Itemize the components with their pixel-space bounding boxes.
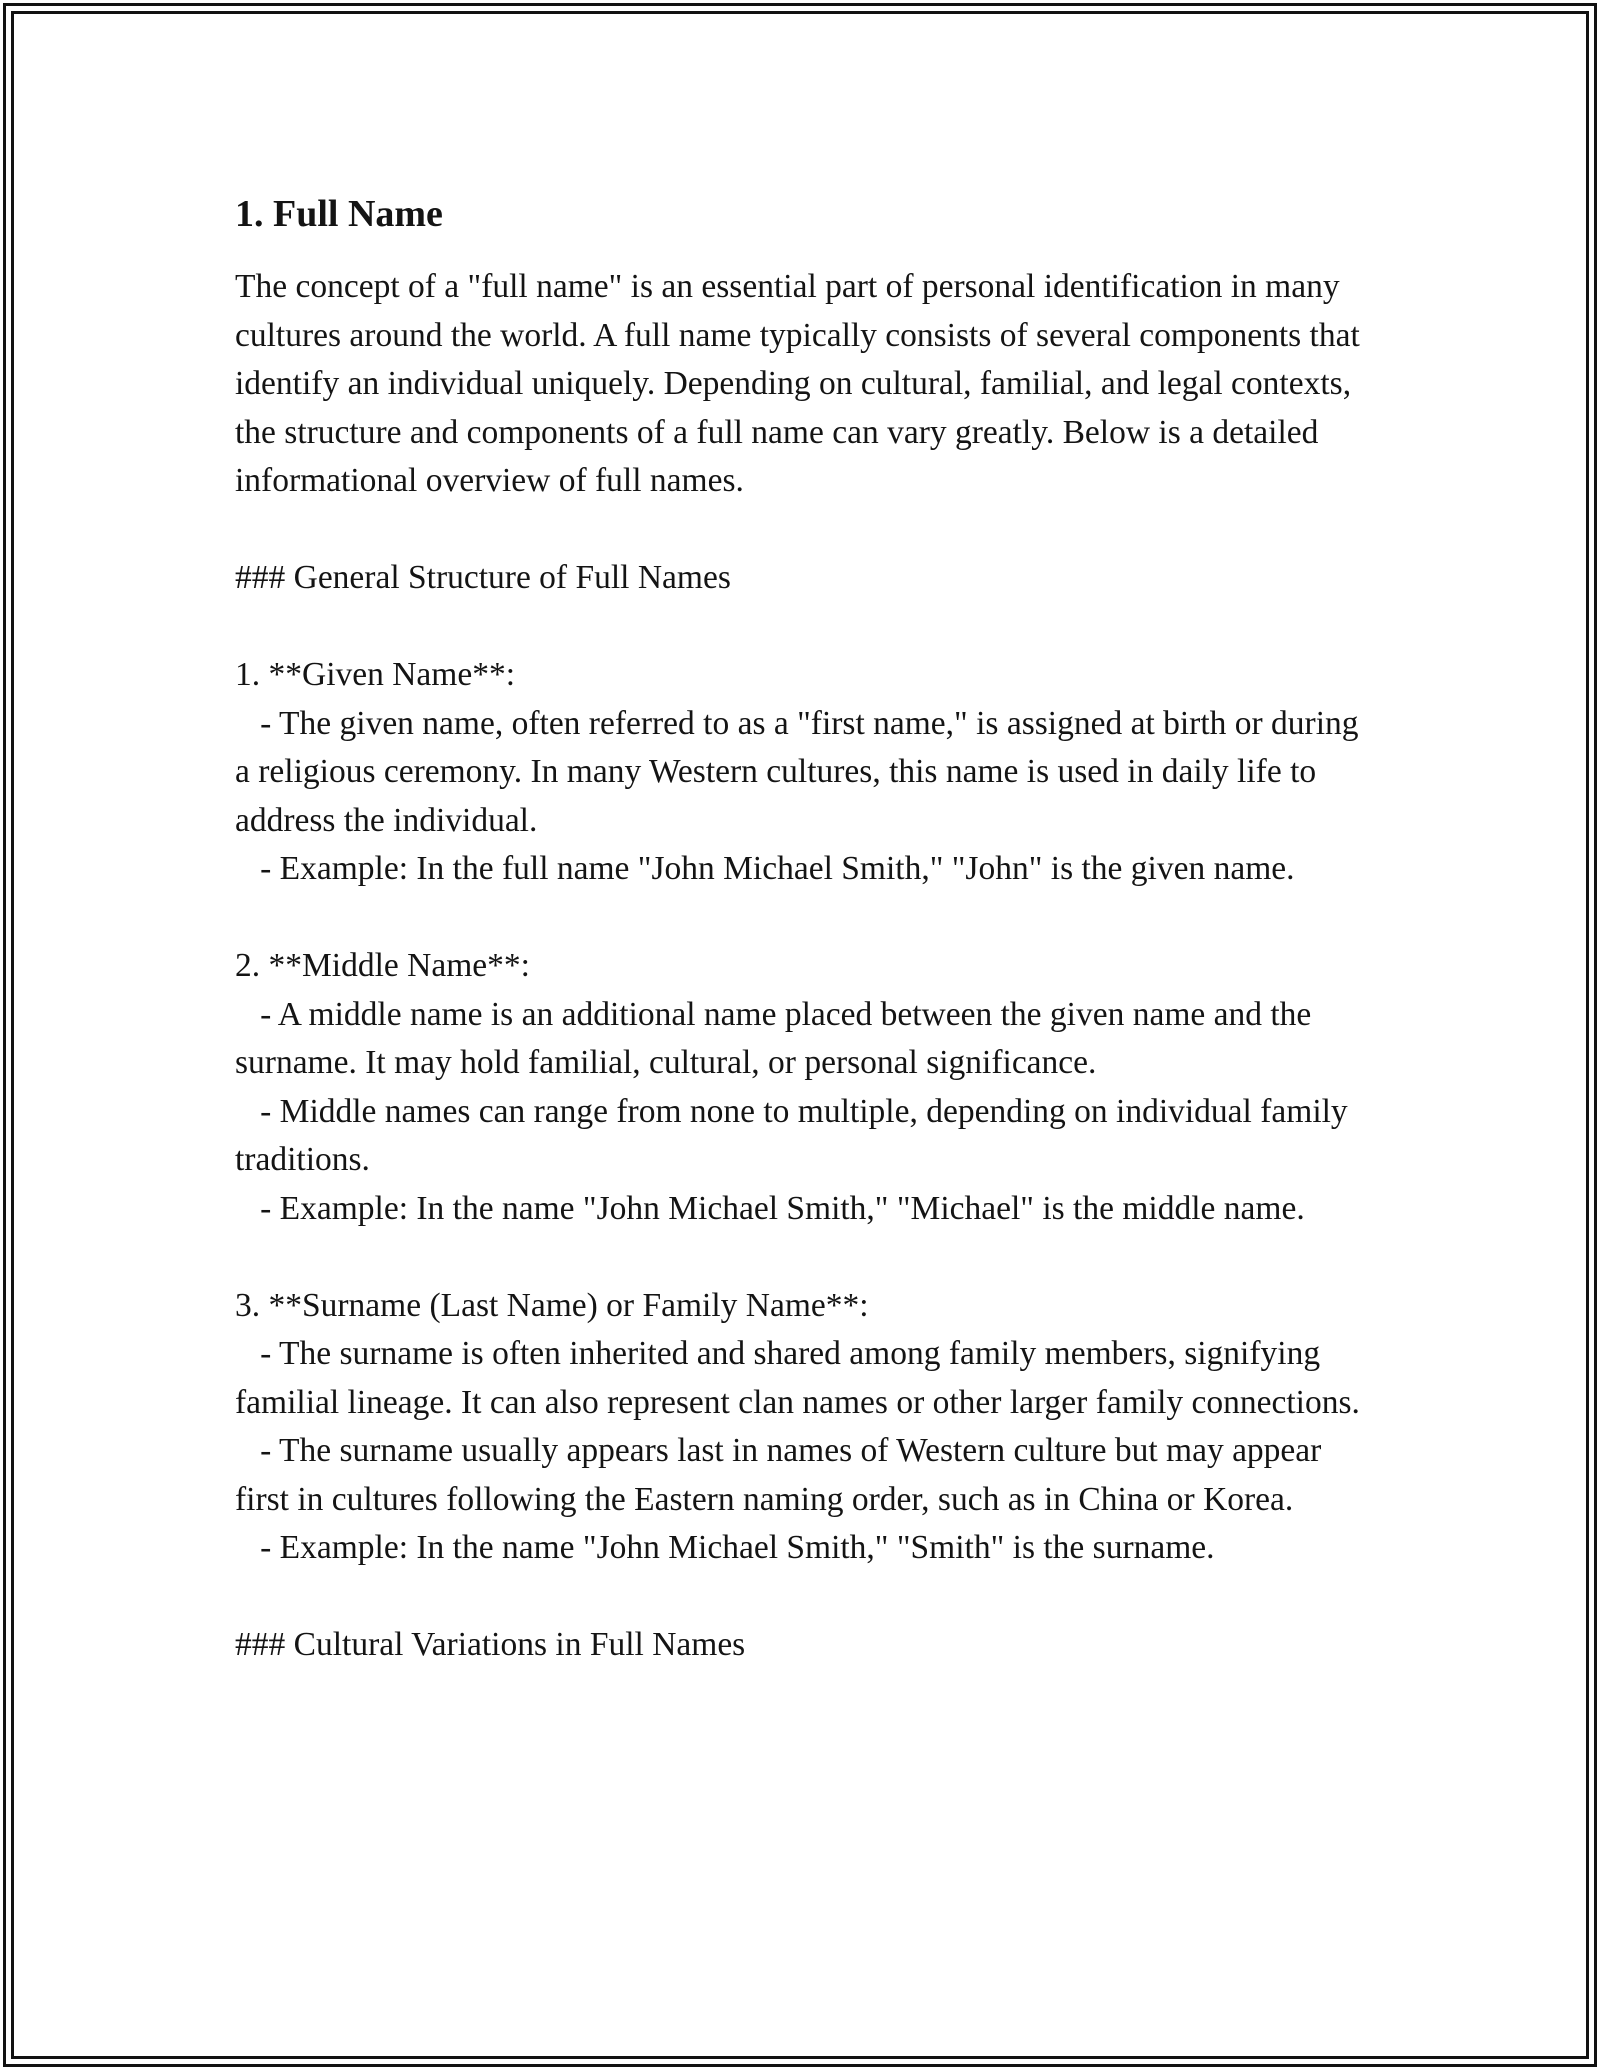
section-heading-general: ### General Structure of Full Names (235, 559, 731, 596)
spacer (235, 506, 1370, 555)
middle-name-example: - Example: In the name "John Michael Smith," "Michael" is the middle name. (235, 1189, 1305, 1227)
middle-name-heading: 2. **Middle Name**: (235, 947, 530, 984)
spacer (235, 1233, 1370, 1282)
given-name-description: - The given name, often referred to as a "first name," is assigned at birth or during a religious ceremony. In many Western cultures, this name is used in daily life to address the individual. (235, 704, 1367, 839)
document-body (235, 186, 1370, 1670)
surname-order: - The surname usually appears last in names of Western culture but may appear first in cultures following the Eastern naming order, such as in China or Korea. (235, 1432, 1330, 1518)
spacer (235, 1573, 1370, 1622)
middle-name-description: - A middle name is an additional name placed between the given name and the surname. It may hold familial, cultural, or personal significance. (235, 995, 1320, 1081)
surname-description: - The surname is often inherited and shared among family members, signifying familial lineage. It can also represent clan names or other larger family connections. (235, 1335, 1360, 1421)
section-heading-cultural: ### Cultural Variations in Full Names (235, 1626, 746, 1663)
spacer (235, 603, 1370, 652)
given-name-example: - Example: In the full name "John Michael Smith," "John" is the given name. (235, 850, 1295, 887)
spacer (235, 894, 1370, 943)
surname-example: - Example: In the name "John Michael Smith," "Smith" is the surname. (235, 1529, 1215, 1566)
intro-paragraph: The concept of a "full name" is an essential part of personal identification in many cultures around the world. A full name typically consists of several components that identify an individual uniquely. Depending on cultural, familial, and legal contexts, the structure and components of a full name can vary greatly. Below is a detailed informational overview of full names. (235, 268, 1369, 499)
document-title: 1. Full Name (235, 193, 443, 235)
middle-name-range: - Middle names can range from none to multiple, depending on individual family traditions. (235, 1092, 1357, 1178)
given-name-heading: 1. **Given Name**: (235, 656, 516, 693)
surname-heading: 3. **Surname (Last Name) or Family Name**: (235, 1286, 869, 1324)
